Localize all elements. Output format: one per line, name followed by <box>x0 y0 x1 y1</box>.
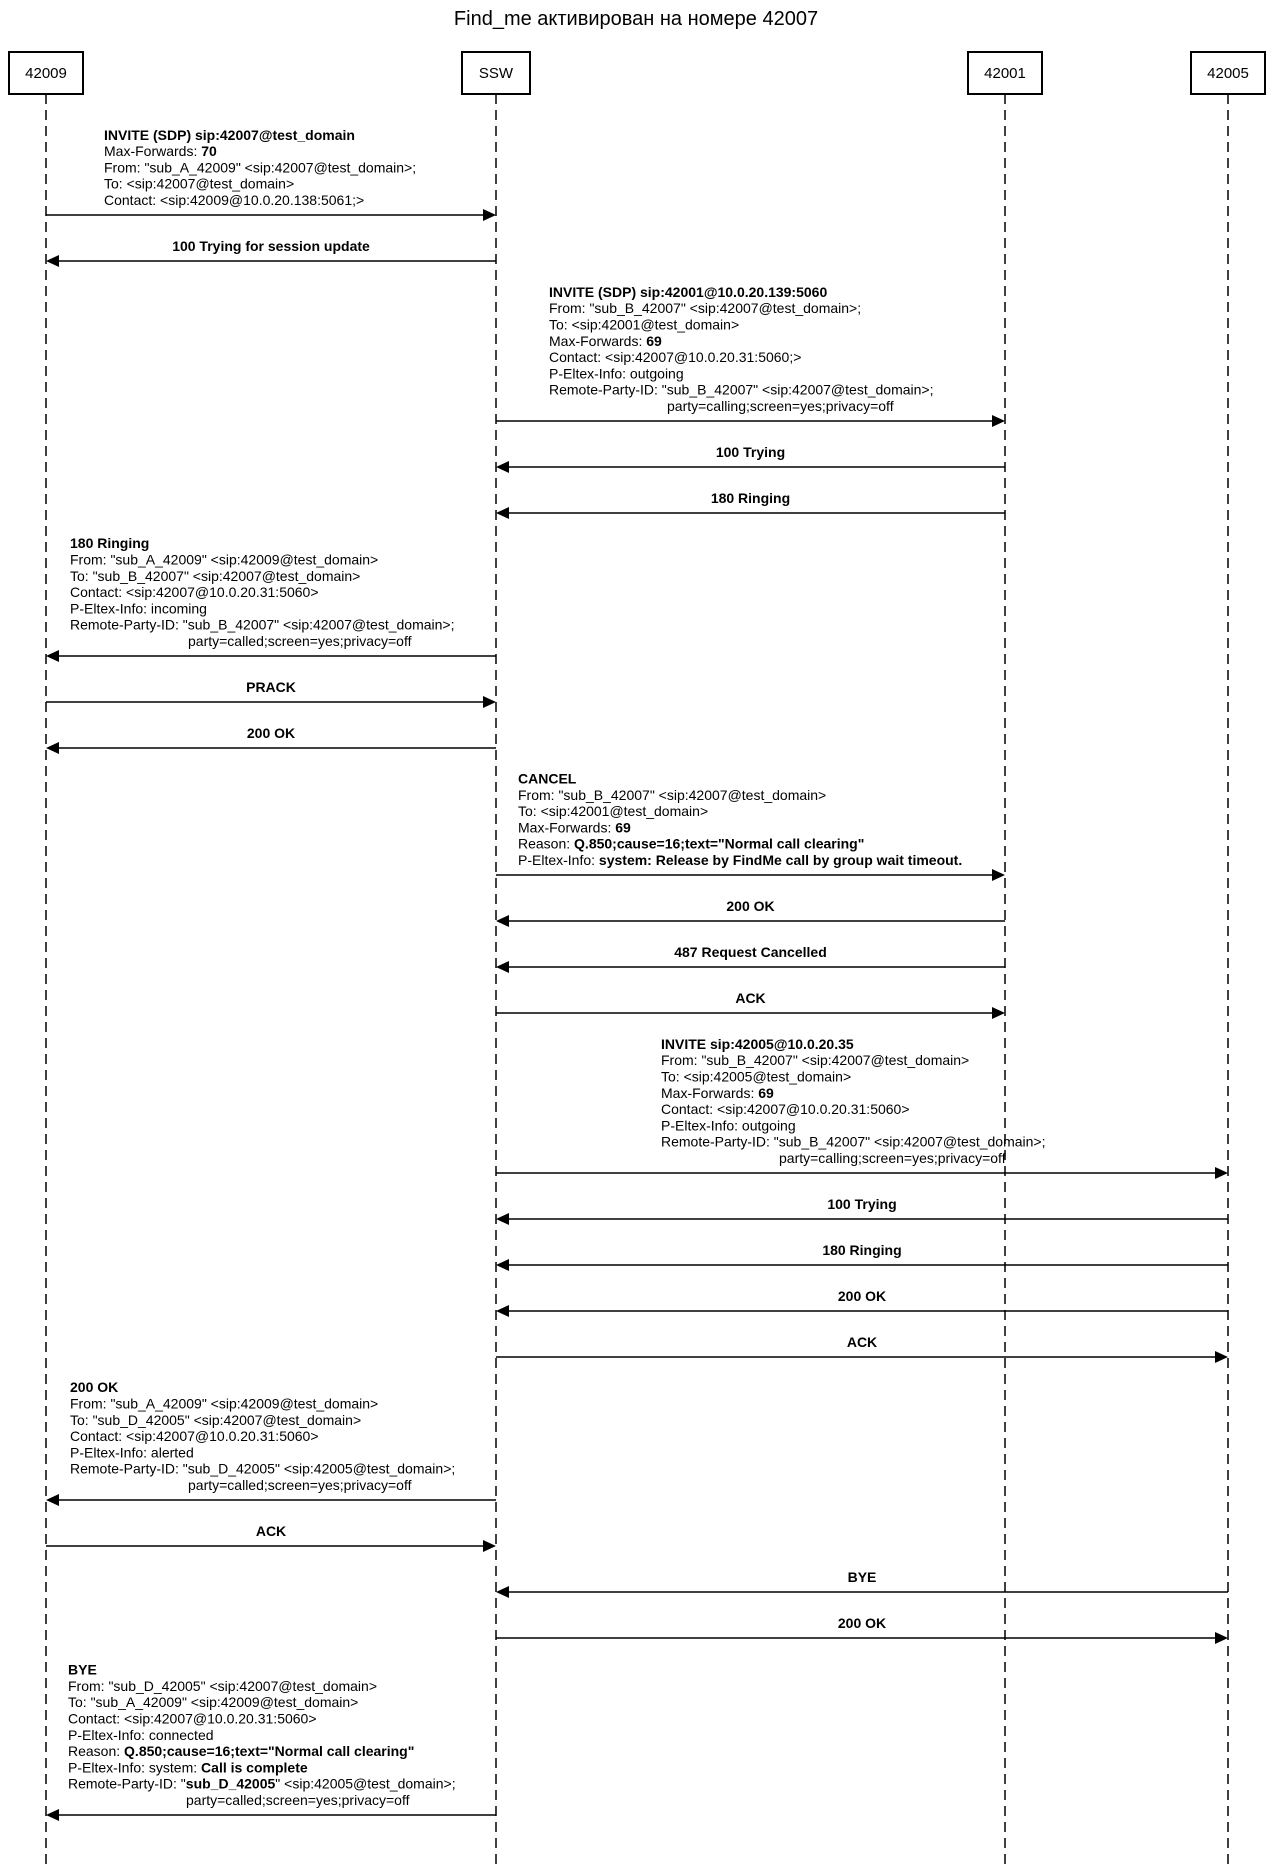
message-5 <box>496 490 1005 519</box>
message-label-line <box>104 192 364 208</box>
message-label-text: 100 Trying for session update <box>172 238 370 254</box>
message-label-line <box>726 898 774 914</box>
message-label-line <box>661 1134 1045 1150</box>
participant-42001 <box>968 52 1042 94</box>
message-label-line <box>661 1085 774 1101</box>
message-label-line <box>827 1196 896 1212</box>
message-label-text: party=calling;screen=yes;privacy=off <box>779 1150 1006 1166</box>
arrowhead-icon <box>496 1586 509 1598</box>
message-label-text: 200 OK <box>726 898 775 914</box>
message-14 <box>496 1196 1228 1225</box>
message-label-text: To: <sip:42005@test_domain> <box>661 1068 852 1085</box>
arrowhead-icon <box>496 961 509 973</box>
message-label-line <box>70 535 149 551</box>
message-13 <box>496 1036 1228 1179</box>
message-label-line <box>247 725 295 741</box>
arrowhead-icon <box>46 742 59 754</box>
message-label-line <box>661 1069 851 1085</box>
message-label-text: Contact: <sip:42007@10.0.20.31:5060;> <box>549 349 802 366</box>
message-label-line <box>518 787 826 803</box>
message-label-text: Contact: <sip:42007@10.0.20.31:5060> <box>661 1101 910 1118</box>
message-label-text: P-Eltex-Info: outgoing <box>549 365 684 382</box>
participant-label: SSW <box>478 65 514 82</box>
message-19 <box>46 1523 496 1552</box>
message-label-text: P-Eltex-Info: outgoing <box>661 1117 796 1134</box>
message-label-line <box>186 1792 410 1808</box>
message-label-text: 200 OK <box>837 1288 887 1304</box>
message-label-text: P-Eltex-Info: connected <box>68 1726 214 1743</box>
message-label-line <box>68 1662 97 1678</box>
message-label-line <box>518 771 577 787</box>
arrowhead-icon <box>1215 1167 1228 1179</box>
message-label-text: P-Eltex-Info: <box>518 852 599 868</box>
message-label-text: INVITE sip:42005@10.0.20.35 <box>661 1035 854 1052</box>
message-label-text: From: "sub_B_42007" <sip:42007@test_domain> <box>518 786 827 803</box>
message-label-line <box>68 1694 358 1710</box>
message-21 <box>496 1615 1228 1644</box>
arrowhead-icon <box>496 461 509 473</box>
message-label-text: From: "sub_A_42009" <sip:42009@test_domain> <box>70 1395 379 1412</box>
message-label-line <box>549 349 801 365</box>
arrowhead-icon <box>46 1494 59 1506</box>
message-label-text: Q.850;cause=16;text="Normal call clearing" <box>574 835 865 852</box>
message-label-text: 200 OK <box>837 1615 887 1631</box>
message-label-text: P-Eltex-Info: system: <box>68 1759 202 1776</box>
message-label-text: Contact: <sip:42007@10.0.20.31:5060> <box>70 584 319 601</box>
message-label-text: Remote-Party-ID: "sub_D_42005" <sip:42005@test_domain>; <box>70 1460 456 1477</box>
message-label-line <box>549 382 933 398</box>
message-label-text: 180 Ringing <box>822 1242 902 1258</box>
message-label-text: PRACK <box>246 679 296 695</box>
message-label-text: To: <sip:42007@test_domain> <box>104 175 295 192</box>
participant-label: 42009 <box>25 65 67 82</box>
message-label-text: party=called;screen=yes;privacy=off <box>188 1477 412 1493</box>
message-label-line <box>661 1036 854 1052</box>
message-label-line <box>716 444 785 460</box>
message-label-text: From: "sub_A_42009" <sip:42007@test_domain>; <box>104 159 417 176</box>
message-label-line <box>70 568 360 584</box>
message-16 <box>496 1288 1228 1317</box>
message-label-line <box>779 1150 1006 1166</box>
message-label-line <box>68 1776 456 1792</box>
message-label-line <box>70 584 319 600</box>
message-label-text: 69 <box>615 819 631 836</box>
message-label-text: 200 OK <box>70 1379 119 1396</box>
message-label-line <box>104 127 355 143</box>
message-label-line <box>518 836 864 852</box>
message-label-text: To: <sip:42001@test_domain> <box>518 803 709 820</box>
message-11 <box>496 944 1005 973</box>
message-label-text: 69 <box>758 1084 774 1101</box>
message-label-text: From: "sub_B_42007" <sip:42007@test_domain>; <box>549 300 862 317</box>
message-2 <box>46 238 496 267</box>
arrowhead-icon <box>992 415 1005 427</box>
message-label-line <box>667 398 894 414</box>
participants <box>9 52 1265 94</box>
message-label-line <box>711 490 790 506</box>
message-label-text: sub_D_42005 <box>185 1775 276 1792</box>
message-label-line <box>674 944 827 960</box>
message-label-line <box>68 1678 377 1694</box>
arrowhead-icon <box>46 650 59 662</box>
arrowhead-icon <box>496 507 509 519</box>
message-label-line <box>661 1117 796 1133</box>
message-label-line <box>68 1727 214 1743</box>
message-label-text: From: "sub_A_42009" <sip:42009@test_domain> <box>70 551 379 568</box>
message-label-text: party=called;screen=yes;privacy=off <box>188 633 412 649</box>
message-label-line <box>70 1412 361 1428</box>
message-label-text: INVITE (SDP) sip:42001@10.0.20.139:5060 <box>549 283 828 300</box>
message-label-text: To: "sub_D_42005" <sip:42007@test_domain> <box>70 1411 362 1428</box>
arrowhead-icon <box>496 915 509 927</box>
message-label-text: BYE <box>847 1569 877 1585</box>
message-label-text: From: "sub_B_42007" <sip:42007@test_domain> <box>661 1052 970 1069</box>
message-label-text: 69 <box>646 332 662 349</box>
messages <box>46 127 1228 1821</box>
message-7 <box>46 679 496 708</box>
participant-42005 <box>1191 52 1265 94</box>
message-label-line <box>256 1523 286 1539</box>
participant-label: 42001 <box>984 65 1026 82</box>
message-label-line <box>172 238 370 254</box>
message-6 <box>46 535 496 662</box>
arrowhead-icon <box>496 1213 509 1225</box>
message-label-line <box>104 159 416 175</box>
message-label-line <box>104 176 294 192</box>
arrowhead-icon <box>496 1259 509 1271</box>
message-label-text: To: "sub_A_42009" <sip:42009@test_domain> <box>68 1694 359 1711</box>
message-label-line <box>70 600 207 616</box>
arrowhead-icon <box>992 1007 1005 1019</box>
message-label-text: 180 Ringing <box>70 535 150 552</box>
message-label-line <box>70 1461 455 1477</box>
message-label-text: Max-Forwards: <box>104 143 202 160</box>
arrowhead-icon <box>992 869 1005 881</box>
message-label-line <box>847 1334 877 1350</box>
message-10 <box>496 898 1005 927</box>
message-label-text: Reason: <box>518 835 575 852</box>
message-15 <box>496 1242 1228 1271</box>
message-label-text: BYE <box>68 1661 97 1678</box>
message-label-line <box>822 1242 901 1258</box>
message-18 <box>46 1379 496 1506</box>
message-label-text: Contact: <sip:42007@10.0.20.31:5060> <box>70 1428 319 1445</box>
diagram-title: Find_me активирован на номере 42007 <box>453 8 819 30</box>
message-label-text: INVITE (SDP) sip:42007@test_domain <box>104 126 355 143</box>
arrowhead-icon <box>483 1540 496 1552</box>
message-label-line <box>518 803 708 819</box>
message-label-text: Reason: <box>68 1743 125 1760</box>
message-label-line <box>838 1288 886 1304</box>
message-label-text: 200 OK <box>246 725 296 741</box>
message-label-text: CANCEL <box>518 770 577 787</box>
message-20 <box>496 1569 1228 1598</box>
message-label-text: 180 Ringing <box>710 490 791 506</box>
message-label-text: Contact: <sip:42009@10.0.20.138:5061;> <box>104 192 365 208</box>
message-label-line <box>70 1379 118 1395</box>
message-label-line <box>848 1569 877 1585</box>
message-label-line <box>518 819 631 835</box>
participant-label: 42005 <box>1207 65 1249 82</box>
message-label-line <box>549 365 684 381</box>
message-label-line <box>70 1428 319 1444</box>
message-label-line <box>549 333 662 349</box>
message-label-text: Remote-Party-ID: "sub_B_42007" <sip:42007@test_domain>; <box>661 1133 1046 1150</box>
participant-SSW <box>462 52 530 94</box>
arrowhead-icon <box>46 1809 59 1821</box>
message-label-line <box>70 617 454 633</box>
arrowhead-icon <box>496 1305 509 1317</box>
message-label-text: party=called;screen=yes;privacy=off <box>186 1792 410 1808</box>
message-label-line <box>246 679 296 695</box>
message-label-text: 70 <box>201 143 217 160</box>
message-label-text: Q.850;cause=16;text="Normal call clearing" <box>124 1743 415 1760</box>
message-9 <box>496 771 1005 882</box>
arrowhead-icon <box>483 696 496 708</box>
message-label-text: ACK <box>735 990 766 1006</box>
message-label-line <box>68 1759 308 1775</box>
message-label-line <box>68 1743 414 1759</box>
message-label-line <box>70 1396 378 1412</box>
message-label-text: system: Release by FindMe call by group wait timeout. <box>598 852 963 868</box>
message-label-line <box>735 990 765 1006</box>
message-label-text: To: <sip:42001@test_domain> <box>549 316 740 333</box>
message-1 <box>46 127 496 221</box>
message-12 <box>496 990 1005 1019</box>
message-label-line <box>549 300 861 316</box>
message-label-line <box>104 143 217 159</box>
message-label-text: Remote-Party-ID: "sub_B_42007" <sip:42007@test_domain>; <box>549 381 934 398</box>
message-label-text: ACK <box>846 1334 878 1350</box>
message-label-line <box>188 1477 412 1493</box>
message-label-line <box>518 852 962 868</box>
message-4 <box>496 444 1005 473</box>
message-label-text: Remote-Party-ID: "sub_B_42007" <sip:42007@test_domain>; <box>70 616 455 633</box>
message-label-line <box>549 284 827 300</box>
message-label-text: P-Eltex-Info: incoming <box>70 600 207 617</box>
message-label-text: P-Eltex-Info: alerted <box>70 1444 194 1461</box>
message-label-text: Max-Forwards: <box>518 819 616 836</box>
message-label-text: Contact: <sip:42007@10.0.20.31:5060> <box>68 1710 317 1727</box>
message-label-text: Max-Forwards: <box>549 332 647 349</box>
arrowhead-icon <box>46 255 59 267</box>
message-label-text: 100 Trying <box>715 444 786 460</box>
message-label-text: 487 Request Cancelled <box>674 944 827 960</box>
arrowhead-icon <box>1215 1351 1228 1363</box>
message-22 <box>46 1662 496 1821</box>
message-label-line <box>188 633 412 649</box>
message-label-line <box>70 552 378 568</box>
message-label-line <box>661 1101 910 1117</box>
message-label-text: Remote-Party-ID: " <box>68 1775 186 1792</box>
message-label-text: Max-Forwards: <box>661 1084 759 1101</box>
message-label-line <box>70 1444 194 1460</box>
message-label-text: 100 Trying <box>827 1196 897 1212</box>
message-label-text: Call is complete <box>201 1759 308 1776</box>
participant-42009 <box>9 52 83 94</box>
message-label-line <box>838 1615 886 1631</box>
message-label-text: From: "sub_D_42005" <sip:42007@test_domain> <box>68 1677 378 1694</box>
message-17 <box>496 1334 1228 1363</box>
message-label-text: ACK <box>255 1523 287 1539</box>
message-3 <box>496 284 1005 427</box>
arrowhead-icon <box>483 209 496 221</box>
message-label-text: To: "sub_B_42007" <sip:42007@test_domain> <box>70 567 361 584</box>
message-label-text: party=calling;screen=yes;privacy=off <box>667 398 894 414</box>
message-8 <box>46 725 496 754</box>
arrowhead-icon <box>1215 1632 1228 1644</box>
message-label-line <box>549 317 739 333</box>
message-label-line <box>68 1711 317 1727</box>
message-label-line <box>661 1052 969 1068</box>
message-label-text: " <sip:42005@test_domain>; <box>275 1775 456 1792</box>
